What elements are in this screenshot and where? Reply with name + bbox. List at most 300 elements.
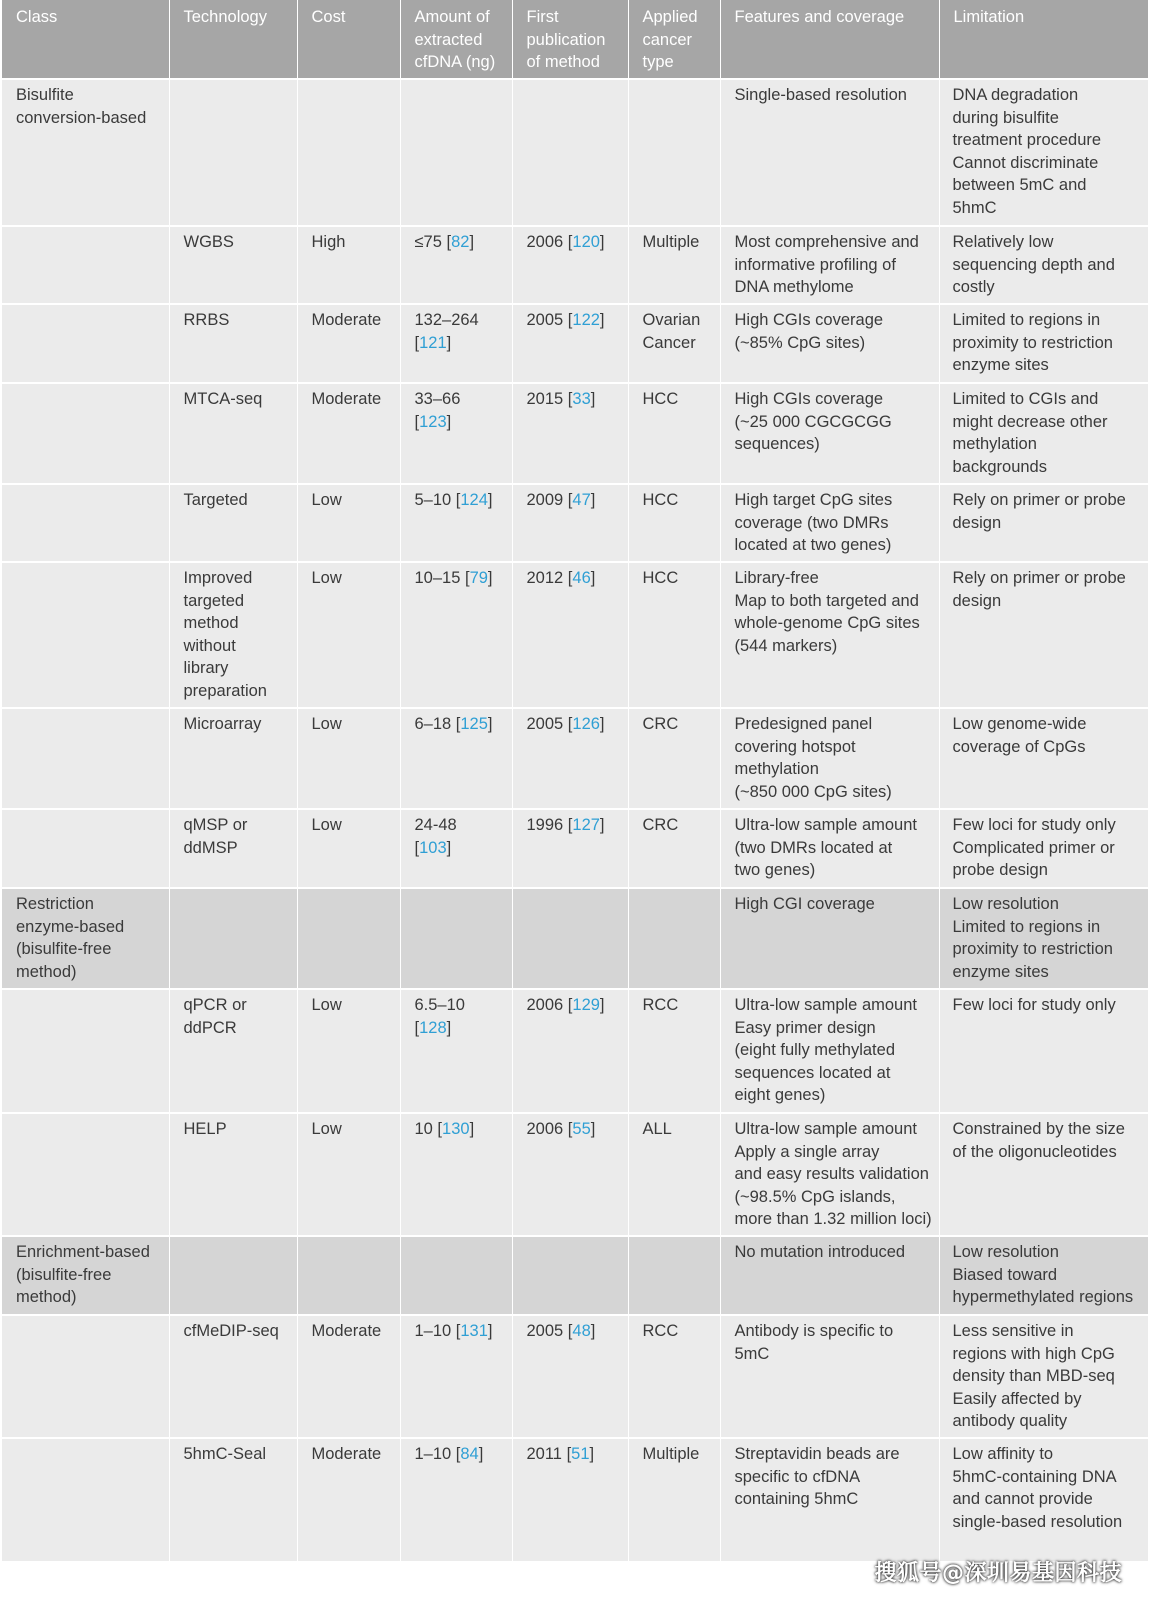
cell-line: and easy results validation [734,1165,929,1184]
amount-text: [ [414,838,420,857]
empty-cell [400,79,512,226]
publication-year: 2011 [526,1445,562,1463]
bracket: ] [599,311,605,329]
class-cell [2,383,169,484]
publication-line [527,489,622,512]
class-cell [2,708,169,809]
cell-line: library [183,659,229,678]
class-cell [2,1113,169,1236]
cell-line: method [183,614,239,633]
cell-line: eight genes) [734,1086,826,1105]
cell-line: Antibody is specific to [734,1322,894,1340]
cell-line: Low resolution [952,895,1059,913]
cancer-type-cell [628,226,720,304]
class-cell [2,1315,169,1438]
reference-link[interactable]: 79 [469,569,488,587]
cell-line: 5hmC-containing DNA [952,1467,1117,1486]
limitation-cell [939,708,1148,809]
cell-line: Limited to regions in [952,311,1101,329]
cell-line: regions with high CpG [952,1344,1115,1363]
publication-line [527,231,622,254]
cell-line: Map to both targeted and [734,591,919,610]
bracket: ] [487,491,493,509]
limitation-cell [939,809,1148,888]
cell-line: Few loci for study only [952,996,1116,1014]
cell-line: two genes) [734,861,816,880]
amount-line [415,388,506,411]
reference-link[interactable]: 130 [442,1120,470,1138]
cell-line: Technology [183,8,267,26]
limitation-cell [939,1113,1148,1236]
cost-cell [297,304,400,383]
cell-line: cancer [642,30,693,49]
cell-line: method) [16,1288,77,1307]
amount-text: 10 [ [414,1120,443,1138]
publication-line [527,814,622,837]
cell-line: High CGIs coverage [734,311,884,329]
amount-text: [ [414,333,420,352]
publication-cell [512,383,628,484]
publication-year: 2005 [526,715,564,733]
bracket: ] [487,1322,493,1340]
publication-year: 2006 [526,1120,564,1138]
empty-cell [169,1236,297,1315]
cell-line: Features and coverage [734,8,905,26]
cancer-type-cell [628,304,720,383]
technology-cell [169,383,297,484]
amount-text: 1–10 [ [414,1322,461,1340]
reference-link[interactable]: 124 [460,491,488,509]
cell-line: extracted [414,30,483,49]
cell-line: No mutation introduced [734,1243,906,1261]
amount-line [415,332,506,355]
publication-cell [512,1315,628,1438]
cell-line: covering hotspot [734,737,856,756]
bracket: ] [478,1445,484,1463]
bracket: ] [590,1120,596,1138]
cancer-type-cell [628,708,720,809]
amount-text: [ [414,1018,420,1037]
reference-link[interactable]: 120 [572,233,600,251]
cost-value: Moderate [311,311,382,329]
features-cell [720,562,939,708]
cell-line: antibody quality [952,1412,1068,1431]
cell-line: containing 5hmC [734,1490,859,1509]
technology-cell [169,989,297,1113]
technology-cell [169,809,297,888]
bracket: ] [590,390,596,408]
cell-line: treatment procedure [952,131,1102,150]
technology-cell [169,226,297,304]
cell-line: Cannot discriminate [952,153,1099,172]
amount-cell [400,1438,512,1562]
features-cell [720,1438,939,1562]
bracket: ] [469,1120,475,1138]
cell-line: density than MBD-seq [952,1367,1115,1386]
bracket: ] [446,1018,452,1037]
cell-line: Less sensitive in [952,1322,1074,1340]
methods-table [2,0,1149,1563]
reference-link[interactable]: 131 [460,1322,488,1340]
cell-line: enzyme-based [16,917,125,936]
cell-line: (~25 000 CGCGCGG [734,412,892,431]
publication-year: 2006 [526,233,564,251]
cost-cell [297,383,400,484]
cell-line: Limited to regions in [952,917,1101,936]
cancer-type-cell [628,989,720,1113]
cell-line: First [526,8,559,26]
publication-line [527,713,622,736]
cell-line: Ultra-low sample amount [734,996,917,1014]
publication-line [527,309,622,332]
cell-line: sequencing depth and [952,255,1115,274]
cell-line: backgrounds [952,457,1047,476]
empty-cell [512,79,628,226]
cell-line: Limited to CGIs and [952,390,1099,408]
technology-cell [169,304,297,383]
cost-value: Low [311,569,342,587]
header-first-publication [512,0,628,79]
features-cell [720,1113,939,1236]
cell-line: Streptavidin beads are [734,1445,900,1463]
reference-link[interactable]: 121 [419,333,447,352]
cell-line: whole-genome CpG sites [734,614,920,633]
reference-link[interactable]: 103 [419,838,447,857]
table-row [2,304,1148,383]
header-amount [400,0,512,79]
header-limitation [939,0,1148,79]
cell-line: Restriction [16,895,94,913]
cell-line: Complicated primer or [952,838,1115,857]
cell-line: (bisulfite-free [16,940,112,959]
cell-line: sequences) [734,435,820,454]
cell-line: coverage of CpGs [952,737,1086,756]
cell-line: Low genome-wide [952,715,1087,733]
cell-line: method) [16,962,77,981]
features-cell [720,226,939,304]
cell-line: and cannot provide [952,1490,1093,1509]
table-header-row [2,0,1148,79]
cost-value: Low [311,816,342,834]
reference-link[interactable]: 122 [572,311,600,329]
amount-line [415,309,506,332]
class-cell [2,79,169,226]
features-cell [720,383,939,484]
amount-text: [ [414,412,420,431]
cell-line: CRC [642,816,679,834]
technology-cell [169,562,297,708]
features-cell [720,1315,939,1438]
cell-line: Ultra-low sample amount [734,816,917,834]
header-technology [169,0,297,79]
bracket: ] [590,569,596,587]
cell-line: Targeted [183,491,248,509]
bracket: [ [563,816,573,834]
cost-value: Moderate [311,1322,382,1340]
limitation-cell [939,484,1148,562]
bracket: ] [599,996,605,1014]
amount-line [415,1443,506,1466]
reference-link[interactable]: 129 [572,996,600,1014]
cell-line: High CGI coverage [734,895,875,913]
technology-cell [169,708,297,809]
reference-link[interactable]: 125 [460,715,488,733]
cell-line: proximity to restriction [952,940,1113,959]
amount-text: 33–66 [414,390,461,408]
bracket: ] [590,1322,596,1340]
cell-line: Predesigned panel [734,715,873,733]
cell-line: Bisulfite [16,86,74,104]
empty-cell [512,1236,628,1315]
empty-cell [512,888,628,989]
bracket: [ [561,1445,572,1463]
table-row [2,383,1148,484]
cost-value: Moderate [311,390,382,408]
amount-text: 6–18 [ [414,715,461,733]
amount-text: 132–264 [414,311,479,329]
class-cell [2,809,169,888]
cancer-type-cell [628,1438,720,1562]
reference-link[interactable]: 47 [572,491,591,509]
limitation-cell [939,888,1148,989]
cancer-type-cell [628,383,720,484]
reference-link[interactable]: 51 [571,1445,590,1463]
cancer-type-cell [628,1315,720,1438]
reference-link[interactable]: 33 [572,390,591,408]
cell-line: Enrichment-based [16,1243,150,1261]
cell-line: Apply a single array [734,1142,880,1161]
limitation-cell [939,79,1148,226]
cell-line: RRBS [183,311,230,329]
amount-text: 24-48 [414,816,457,834]
cell-line: ddMSP [183,838,238,857]
reference-link[interactable]: 46 [572,569,591,587]
features-cell [720,1236,939,1315]
class-group-row [2,888,1148,989]
reference-link[interactable]: 128 [419,1018,447,1037]
reference-link[interactable]: 123 [419,412,447,431]
cell-line: Few loci for study only [952,816,1116,834]
cost-value: Low [311,491,342,509]
bracket: [ [563,233,573,251]
cell-line: sequences located at [734,1063,891,1082]
cell-line: Cancer [642,333,696,352]
cost-value: Low [311,1120,342,1138]
empty-cell [628,79,720,226]
table-row [2,562,1148,708]
methylation-methods-table-page [2,0,1148,1560]
class-cell [2,484,169,562]
cell-line: more than 1.32 million loci) [734,1210,932,1229]
cell-line: DNA degradation [952,86,1079,104]
publication-cell [512,1113,628,1236]
cancer-type-cell [628,809,720,888]
cell-line: WGBS [183,233,234,251]
empty-cell [628,1236,720,1315]
cell-line: Ovarian [642,311,701,329]
publication-cell [512,1438,628,1562]
table-row [2,989,1148,1113]
bracket: ] [599,233,605,251]
reference-link[interactable]: 48 [572,1322,591,1340]
cancer-type-cell [628,1113,720,1236]
bracket: [ [563,311,573,329]
publication-year: 2005 [526,311,564,329]
cell-line: Rely on primer or probe [952,569,1126,587]
limitation-cell [939,989,1148,1113]
features-cell [720,79,939,226]
cell-line: ddPCR [183,1018,237,1037]
reference-link[interactable]: 84 [460,1445,479,1463]
cell-line: Improved [183,569,253,587]
amount-line [415,1320,506,1343]
cost-cell [297,989,400,1113]
cancer-type-cell [628,484,720,562]
cell-line: coverage (two DMRs [734,513,889,532]
bracket: ] [599,715,605,733]
cell-line: Class [16,8,58,26]
empty-cell [297,1236,400,1315]
watermark: 搜狐号@深圳易基因科技 [874,1561,1122,1586]
amount-line [415,994,506,1017]
cell-line: (544 markers) [734,636,838,655]
amount-cell [400,304,512,383]
class-cell [2,989,169,1113]
table-row [2,1438,1148,1562]
cell-line: enzyme sites [952,962,1049,981]
bracket: [ [563,569,573,587]
cell-line: costly [952,278,995,297]
cell-line: HCC [642,390,679,408]
bracket: ] [487,569,493,587]
technology-cell [169,1113,297,1236]
cost-cell [297,809,400,888]
empty-cell [400,1236,512,1315]
publication-year: 2015 [526,390,564,408]
amount-line [415,713,506,736]
reference-link[interactable]: 126 [572,715,600,733]
cost-value: Low [311,715,342,733]
cell-line: publication [526,30,606,49]
publication-year: 2005 [526,1322,564,1340]
cell-line: HCC [642,569,679,587]
bracket: [ [563,1322,573,1340]
empty-cell [628,888,720,989]
cell-line: Microarray [183,715,262,733]
cost-cell [297,562,400,708]
bracket: ] [469,233,475,251]
publication-line [527,994,622,1017]
cell-line: qPCR or [183,996,247,1014]
bracket: ] [599,816,605,834]
cell-line: MTCA-seq [183,390,263,408]
limitation-cell [939,304,1148,383]
bracket: ] [446,412,452,431]
publication-cell [512,484,628,562]
cell-line: during bisulfite [952,108,1059,127]
amount-line [415,837,506,860]
amount-cell [400,1315,512,1438]
table-row [2,809,1148,888]
table-row [2,1315,1148,1438]
cell-line: proximity to restriction [952,333,1113,352]
publication-cell [512,304,628,383]
cell-line: design [952,591,1002,610]
table-row [2,708,1148,809]
cell-line: (~850 000 CpG sites) [734,782,892,801]
cell-line: Most comprehensive and [734,233,919,251]
amount-line [415,567,506,590]
cell-line: specific to cfDNA [734,1467,861,1486]
cell-line: Relatively low [952,233,1054,251]
cell-line: qMSP or [183,816,248,834]
features-cell [720,888,939,989]
cell-line: HELP [183,1120,227,1138]
cell-line: Easy primer design [734,1018,876,1037]
amount-text: 6.5–10 [414,996,465,1014]
reference-link[interactable]: 55 [572,1120,591,1138]
cell-line: Biased toward [952,1265,1058,1284]
cell-line: preparation [183,681,267,700]
amount-line [415,489,506,512]
limitation-cell [939,226,1148,304]
cell-line: Library-free [734,569,819,587]
empty-cell [169,79,297,226]
cell-line: design [952,513,1002,532]
cost-value: High [311,233,346,251]
cost-cell [297,484,400,562]
cell-line: type [642,53,674,72]
cell-line: Single-based resolution [734,86,907,104]
table-body [2,79,1148,1562]
class-group-row [2,79,1148,226]
header-features [720,0,939,79]
cost-cell [297,1438,400,1562]
cell-line: enzyme sites [952,356,1049,375]
cell-line: HCC [642,491,679,509]
cell-line: single-based resolution [952,1512,1123,1531]
class-cell [2,226,169,304]
cell-line: Low resolution [952,1243,1059,1261]
cost-cell [297,1315,400,1438]
technology-cell [169,1438,297,1562]
cell-line: Cost [311,8,346,26]
publication-line [527,1443,622,1466]
technology-cell [169,484,297,562]
cell-line: CRC [642,715,679,733]
amount-text: ≤75 [ [414,233,452,251]
cell-line: 5hmC-Seal [183,1445,267,1463]
cell-line: (bisulfite-free [16,1265,112,1284]
cell-line: RCC [642,1322,679,1340]
features-cell [720,809,939,888]
cell-line: Multiple [642,1445,700,1463]
cell-line: hypermethylated regions [952,1288,1134,1307]
bracket: [ [563,996,573,1014]
reference-link[interactable]: 127 [572,816,600,834]
cell-line: Amount of [414,8,490,26]
empty-cell [400,888,512,989]
amount-cell [400,1113,512,1236]
cell-line: cfMeDIP-seq [183,1322,279,1340]
cell-line: Rely on primer or probe [952,491,1126,509]
reference-link[interactable]: 82 [451,233,470,251]
cell-line: of method [526,53,600,72]
features-cell [720,304,939,383]
features-cell [720,989,939,1113]
cell-line: without [183,636,236,655]
bracket: [ [563,1120,573,1138]
